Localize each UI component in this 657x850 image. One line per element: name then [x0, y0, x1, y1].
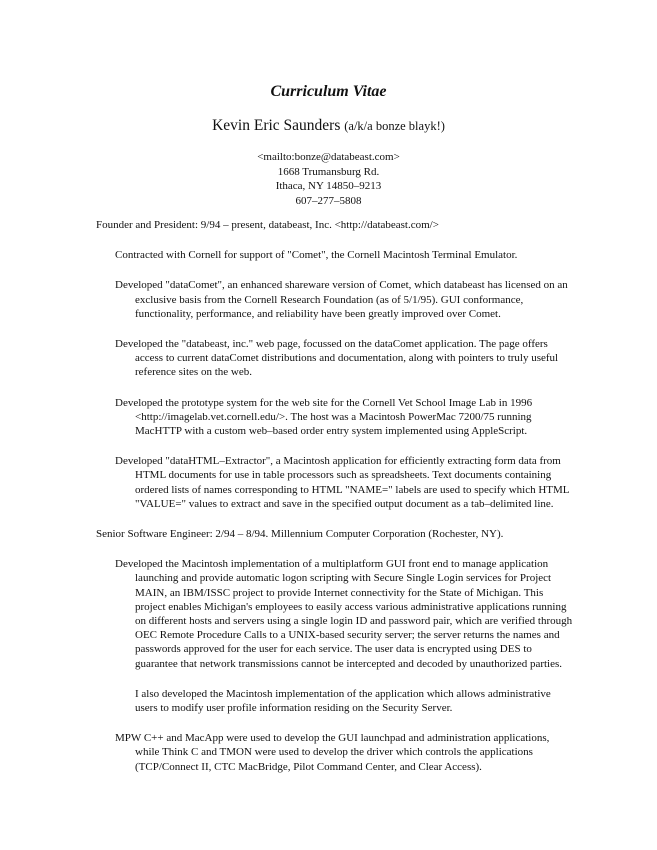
person-name-line: [0, 117, 657, 135]
section-databeast: [96, 218, 576, 511]
list-item: Developed "dataHTML–Extractor", a Macintosh application for efficiently extracting form data from HTML documents for use in table processors such as spreadsheets. Text documents containing ordered lists of names corresponding to HTML "NAME=" labels are used to specify which HTML "VALUE=" values to extract and save in the specified output document as a tab–delimited line.: [115, 455, 570, 510]
list-item: Developed the Macintosh implementation of a multiplatform GUI front end to manage application launching and provide automatic logon scripting with Secure Single Login services for Project MAIN, an IBM/ISSC project to provide Internet connectivity for the State of Michigan. This project enables Michigan's employees to easily access various administrative applications running on different hosts and servers using a single login ID and password pair, which are verified through OEC Remote Procedure Calls to a UNIX-based security server; the server returns the names and passwords approved for the user for each service. The user data is encrypted using DES to guarantee that network transmissions cannot be intercepted and decoded by unauthorized parties.: [115, 558, 573, 670]
list-item: Developed the "databeast, inc." web page, focussed on the dataComet application. The page offers access to current dataComet distributions and documentation, along with pointers to truly useful reference sites on the web.: [115, 338, 559, 379]
contact-city: Ithaca, NY 14850–9213: [275, 180, 382, 192]
list-item-continuation: I also developed the Macintosh implementation of the application which allows administrative users to modify user profile information residing on the Security Server.: [135, 687, 551, 715]
list-item: Contracted with Cornell for support of "Comet", the Cornell Macintosh Terminal Emulator.: [115, 249, 518, 262]
list-item: MPW C++ and MacApp were used to develop the GUI launchpad and administration applications, while Think C and TMON were used to develop the driver which controls the applications (TCP/Connect II, CTC MacBridge, Pilot Command Center, and Clear Access).: [115, 732, 550, 773]
section-heading: Founder and President: 9/94 – present, databeast, Inc. <http://databeast.com/>: [96, 219, 439, 231]
person-alias: (a/k/a bonze blayk!): [344, 119, 445, 133]
section-heading: Senior Software Engineer: 2/94 – 8/94. Millennium Computer Corporation (Rochester, NY).: [96, 528, 504, 541]
contact-street: 1668 Trumansburg Rd.: [277, 165, 380, 178]
document-title: Curriculum Vitae: [270, 83, 387, 100]
document-body: [96, 218, 576, 790]
contact-email[interactable]: <mailto:bonze@databeast.com>: [257, 151, 400, 163]
contact-phone: 607–277–5808: [295, 194, 362, 207]
list-item: Developed "dataComet", an enhanced shareware version of Comet, which databeast has licensed on an exclusive basis from the Cornell Research Foundation (as of 5/1/95). GUI conformance, functionality, performance, and reliability have been greatly improved over Comet.: [115, 279, 568, 320]
list-item: Developed the prototype system for the web site for the Cornell Vet School Image Lab in 1996 <http://imagelab.vet.cornell.edu/>. The host was a Macintosh PowerMac 7200/75 running MacHTTP with a custom web–based order entry system implemented using AppleScript.: [115, 396, 533, 438]
contact-block: [0, 150, 657, 208]
person-name: Kevin Eric Saunders: [212, 117, 341, 134]
section-millennium: [96, 527, 576, 774]
